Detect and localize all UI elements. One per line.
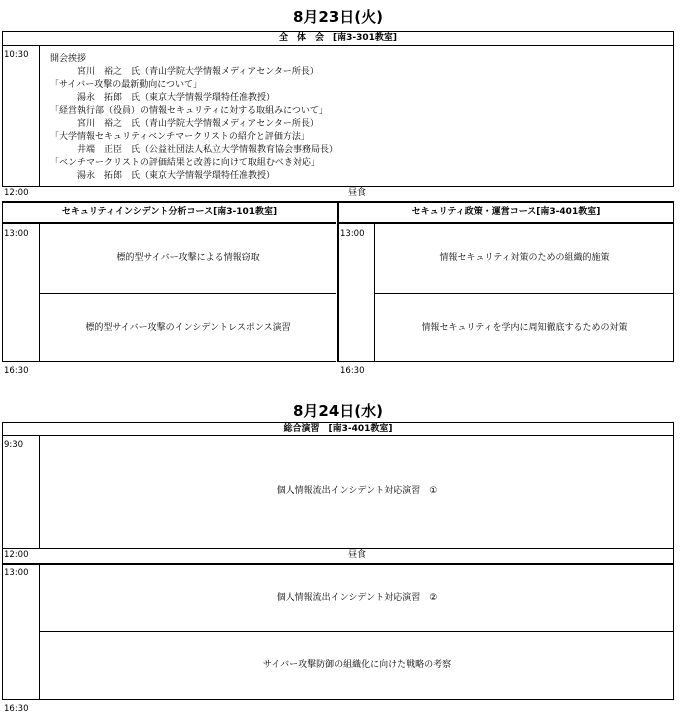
program-line: 宮川 裕之 氏（青山学院大学情報メディアセンター所長） xyxy=(50,67,319,77)
course-left-end-time: 16:30 xyxy=(4,366,29,376)
day2-lunch-label: 昼食 xyxy=(347,550,366,560)
day2-pm-session-1: 個人情報流出インシデント対応演習 ② xyxy=(276,592,438,603)
program-line: 「大学情報セキュリティベンチマークリストの紹介と評価方法」 xyxy=(50,132,310,142)
day2-title: 8月24日(水) xyxy=(292,402,384,420)
plenary-time-divider xyxy=(39,45,40,187)
day2-am-session: 個人情報流出インシデント対応演習 ① xyxy=(276,486,438,496)
course-left-session-1: 標的型サイバー攻撃による情報窃取 xyxy=(116,253,260,263)
course-left-session-2: 標的型サイバー攻撃のインシデントレスポンス演習 xyxy=(85,322,291,333)
course-right-end-time: 16:30 xyxy=(340,366,365,376)
course-left-header: セキュリティインシデント分析コース[南3-101教室] xyxy=(2,203,336,224)
program-line: 「サイバー攻撃の最新動向について」 xyxy=(50,80,203,90)
program-line: 「経営執行部（役員）の情報セキュリティに対する取組みについて」 xyxy=(50,106,328,116)
day2-am-time: 9:30 xyxy=(4,440,24,450)
program-line: 湯永 拓郎 氏（東京大学情報学環特任准教授） xyxy=(50,171,276,181)
day1-title: 8月23日(火) xyxy=(292,8,384,26)
program-line: 宮川 裕之 氏（青山学院大学情報メディアセンター所長） xyxy=(50,119,319,129)
program-line: 「ベンチマークリストの評価結果と改善に向けて取組むべき対応」 xyxy=(50,158,320,168)
program-line: 開会挨拶 xyxy=(50,54,87,64)
lunch-time: 12:00 xyxy=(4,188,29,198)
program-line: 湯永 拓郎 氏（東京大学情報学環特任准教授） xyxy=(50,93,276,103)
day2-header: 総合演習 [南3-401教室] xyxy=(2,422,674,436)
plenary-start-time: 10:30 xyxy=(4,50,29,60)
course-right-start-time: 13:00 xyxy=(340,229,365,239)
plenary-header: 全 体 会 [南3-301教室] xyxy=(2,31,674,46)
course-right-session-1: 情報セキュリティ対策のための組織的施策 xyxy=(439,253,610,263)
course-left-start-time: 13:00 xyxy=(4,229,29,239)
course-right-session-2: 情報セキュリティを学内に周知徹底するための対策 xyxy=(421,322,628,333)
program-line: 井端 正臣 氏（公益社団法人私立大学情報教育協会事務局長） xyxy=(50,145,339,155)
lunch-label: 昼食 xyxy=(347,188,366,198)
plenary-program xyxy=(50,53,338,183)
day2-pm-session-2: サイバー攻撃防御の組織化に向けた戦略の考察 xyxy=(262,660,452,670)
day2-pm-time: 13:00 xyxy=(4,568,29,578)
day2-lunch-time: 12:00 xyxy=(4,550,29,560)
course-right-header: セキュリティ政策・運営コース[南3-401教室] xyxy=(337,203,674,224)
day2-end-time: 16:30 xyxy=(4,704,29,714)
